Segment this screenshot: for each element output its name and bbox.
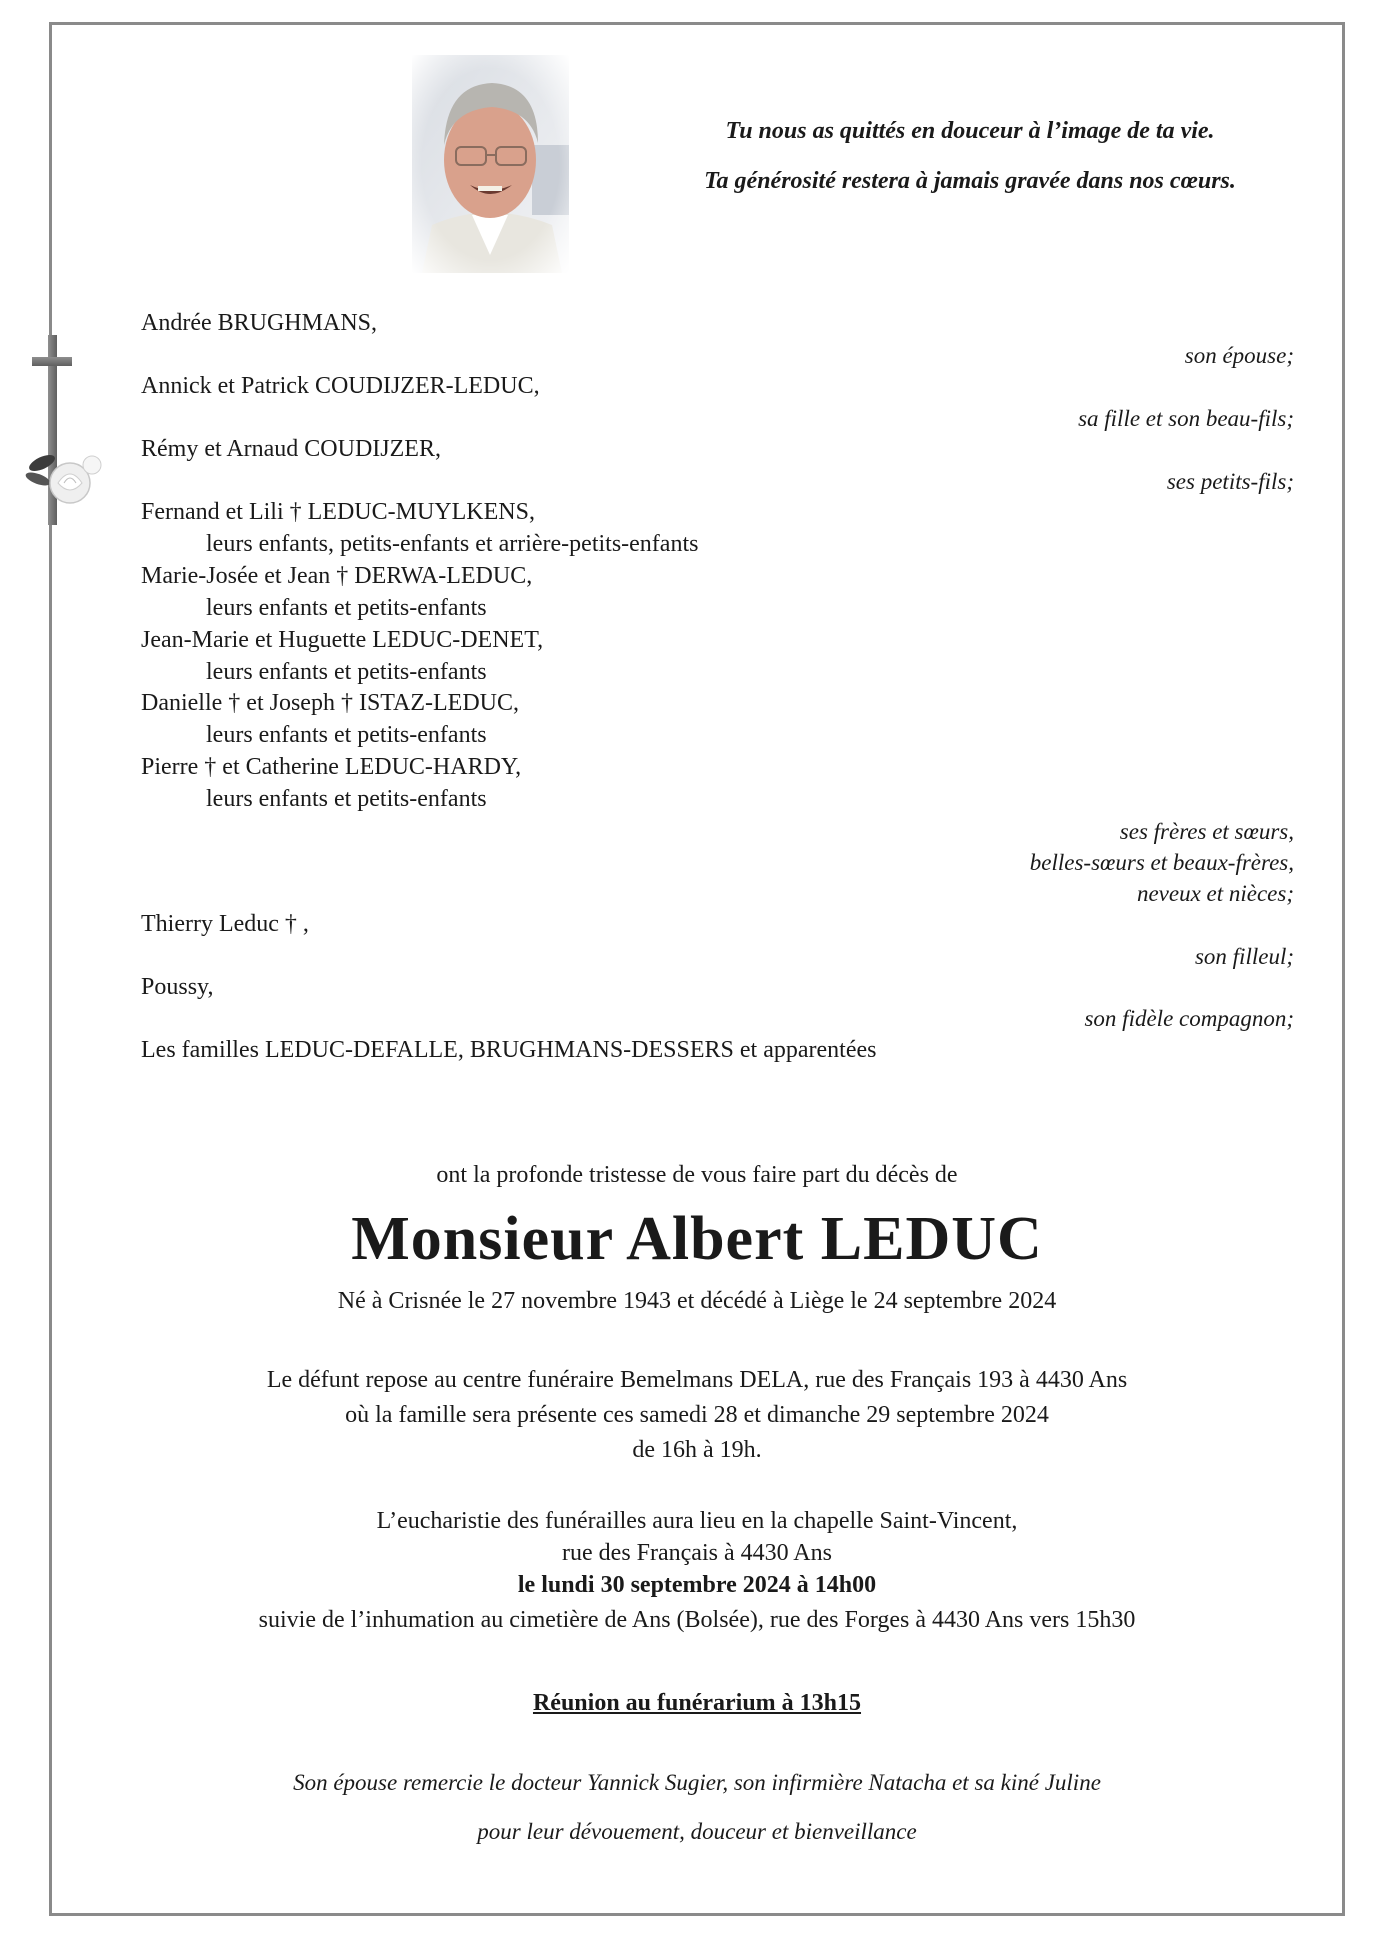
cross-bar xyxy=(32,357,72,366)
sibling-name: Marie-Josée et Jean † DERWA-LEDUC, xyxy=(141,563,533,589)
quote-line-2: Ta générosité restera à jamais gravée dans nos cœurs. xyxy=(704,168,1236,194)
funeral-date: le lundi 30 septembre 2024 à 14h00 xyxy=(517,1572,877,1598)
relation-siblings: ses frères et sœurs, xyxy=(1119,819,1294,844)
thanks-line-2: pour leur dévouement, douceur et bienveillance xyxy=(477,1819,917,1844)
announcement-intro: ont la profonde tristesse de vous faire part du décès de xyxy=(436,1162,958,1188)
relation-nephews: neveux et nièces; xyxy=(1136,881,1294,906)
meeting-notice: Réunion au funérarium à 13h15 xyxy=(532,1690,862,1716)
relation-grandsons: ses petits-fils; xyxy=(1166,469,1294,494)
sibling-name: Pierre † et Catherine LEDUC-HARDY, xyxy=(141,754,522,780)
family-name-godson: Thierry Leduc † , xyxy=(141,911,309,937)
visitation-line-3: de 16h à 19h. xyxy=(632,1437,762,1463)
visitation-line-2: où la famille sera présente ces samedi 28 et dimanche 29 septembre 2024 xyxy=(345,1402,1049,1428)
rose-icon xyxy=(18,443,108,513)
burial-line: suivie de l’inhumation au cimetière de Ans (Bolsée), rue des Forges à 4430 Ans vers 15h30 xyxy=(258,1607,1136,1633)
sibling-descendants: leurs enfants et petits-enfants xyxy=(206,722,487,748)
cross-with-rose xyxy=(18,335,108,535)
sibling-descendants: leurs enfants, petits-enfants et arrière-petits-enfants xyxy=(206,531,699,557)
sibling-descendants: leurs enfants et petits-enfants xyxy=(206,659,487,685)
thanks-line-1: Son épouse remercie le docteur Yannick Sugier, son infirmière Natacha et sa kiné Juline xyxy=(293,1770,1101,1795)
funeral-line-2: rue des Français à 4430 Ans xyxy=(562,1540,832,1566)
relation-in-laws: belles-sœurs et beaux-frères, xyxy=(1029,850,1294,875)
relation-spouse: son épouse; xyxy=(1184,343,1294,368)
portrait-photo xyxy=(412,55,569,273)
family-name-daughter: Annick et Patrick COUDIJZER-LEDUC, xyxy=(141,373,540,399)
birth-death-dates: Né à Crisnée le 27 novembre 1943 et décédé à Liège le 24 septembre 2024 xyxy=(337,1288,1057,1314)
sibling-name: Jean-Marie et Huguette LEDUC-DENET, xyxy=(141,627,544,653)
quote-line-1: Tu nous as quittés en douceur à l’image de ta vie. xyxy=(725,118,1215,144)
relation-daughter: sa fille et son beau-fils; xyxy=(1078,406,1294,431)
sibling-name: Danielle † et Joseph † ISTAZ-LEDUC, xyxy=(141,690,519,716)
relation-godson: son filleul; xyxy=(1194,944,1294,969)
family-name-companion: Poussy, xyxy=(141,974,214,1000)
sibling-descendants: leurs enfants et petits-enfants xyxy=(206,595,487,621)
deceased-name: Monsieur Albert LEDUC xyxy=(351,1205,1043,1273)
family-name-spouse: Andrée BRUGHMANS, xyxy=(141,310,377,336)
family-name-grandsons: Rémy et Arnaud COUDIJZER, xyxy=(141,436,441,462)
visitation-line-1: Le défunt repose au centre funéraire Bemelmans DELA, rue des Français 193 à 4430 Ans xyxy=(266,1367,1128,1393)
funeral-line-1: L’eucharistie des funérailles aura lieu en la chapelle Saint-Vincent, xyxy=(376,1508,1018,1534)
sibling-name: Fernand et Lili † LEDUC-MUYLKENS, xyxy=(141,499,535,525)
sibling-descendants: leurs enfants et petits-enfants xyxy=(206,786,487,812)
relation-companion: son fidèle compagnon; xyxy=(1084,1006,1294,1031)
family-name-extended: Les familles LEDUC-DEFALLE, BRUGHMANS-DESSERS et apparentées xyxy=(141,1037,877,1063)
